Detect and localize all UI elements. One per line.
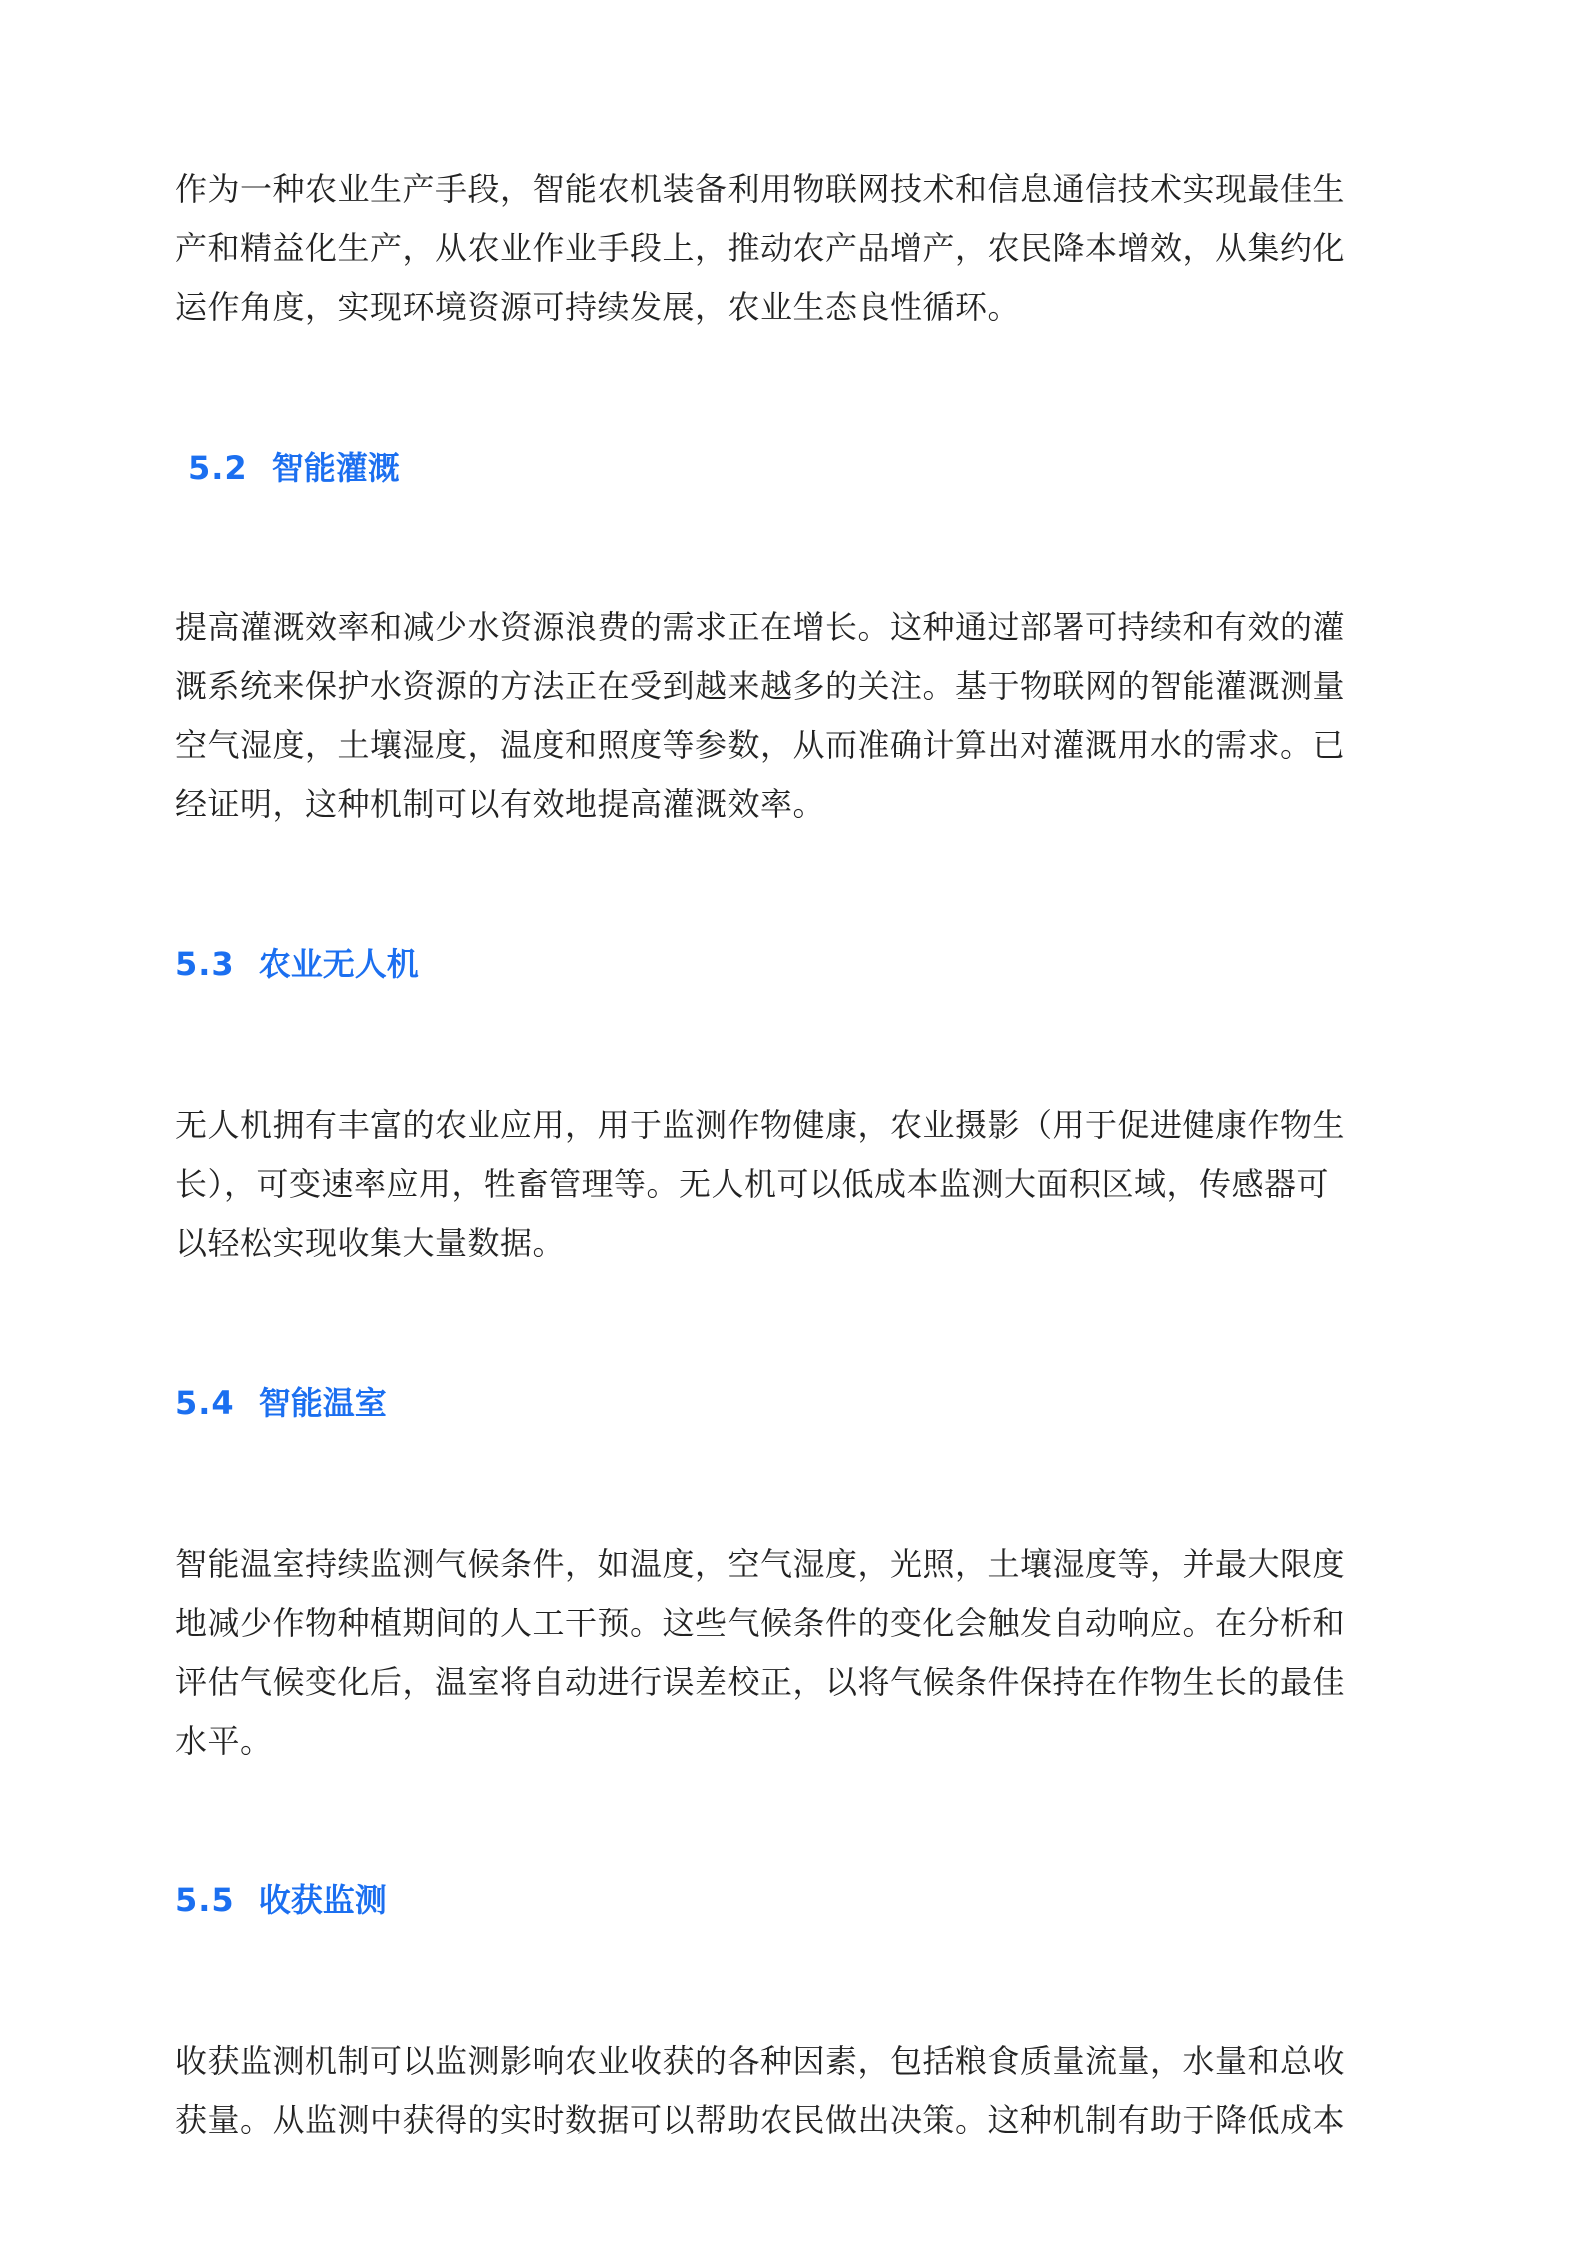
paragraph-line: 提高灌溉效率和减少水资源浪费的需求正在增长。这种通过部署可持续和有效的灌 [175, 608, 1346, 646]
paragraph-line: 溉系统来保护水资源的方法正在受到越来越多的关注。基于物联网的智能灌溉测量 [175, 667, 1346, 705]
section-paragraph-5-2 [175, 598, 1430, 834]
intro-paragraph [175, 160, 1430, 337]
paragraph-line: 智能温室持续监测气候条件，如温度，空气湿度，光照，土壤湿度等，并最大限度 [175, 1545, 1346, 1583]
paragraph-line: 空气湿度，土壤湿度，温度和照度等参数，从而准确计算出对灌溉用水的需求。已 [175, 726, 1346, 764]
section-number: 5.3 [175, 945, 235, 983]
section-title: 农业无人机 [258, 945, 419, 983]
paragraph-line: 无人机拥有丰富的农业应用，用于监测作物健康，农业摄影（用于促进健康作物生 [175, 1106, 1346, 1144]
paragraph-line: 经证明，这种机制可以有效地提高灌溉效率。 [175, 785, 826, 823]
paragraph-line: 地减少作物种植期间的人工干预。这些气候条件的变化会触发自动响应。在分析和 [175, 1604, 1346, 1642]
section-paragraph-5-5 [175, 2032, 1430, 2150]
section-heading-5-5 [175, 1880, 387, 1920]
section-heading-5-2 [188, 448, 400, 488]
section-title: 智能灌溉 [271, 449, 400, 487]
section-title: 收获监测 [258, 1881, 387, 1919]
paragraph-line: 作为一种农业生产手段，智能农机装备利用物联网技术和信息通信技术实现最佳生 [175, 170, 1346, 208]
section-paragraph-5-3 [175, 1096, 1430, 1273]
paragraph-line: 长），可变速率应用，牲畜管理等。无人机可以低成本监测大面积区域，传感器可 [175, 1165, 1330, 1203]
paragraph-line: 产和精益化生产，从农业作业手段上，推动农产品增产，农民降本增效，从集约化 [175, 229, 1346, 267]
paragraph-line: 以轻松实现收集大量数据。 [175, 1224, 566, 1262]
section-number: 5.4 [175, 1384, 235, 1422]
paragraph-line: 评估气候变化后，温室将自动进行误差校正，以将气候条件保持在作物生长的最佳 [175, 1663, 1346, 1701]
section-paragraph-5-4 [175, 1535, 1430, 1771]
section-number: 5.5 [175, 1881, 235, 1919]
section-heading-5-3 [175, 944, 419, 984]
paragraph-line: 水平。 [175, 1722, 273, 1760]
section-heading-5-4 [175, 1383, 387, 1423]
paragraph-line: 收获监测机制可以监测影响农业收获的各种因素，包括粮食质量流量，水量和总收 [175, 2042, 1346, 2080]
paragraph-line: 获量。从监测中获得的实时数据可以帮助农民做出决策。这种机制有助于降低成本 [175, 2101, 1346, 2139]
section-number: 5.2 [188, 449, 248, 487]
section-title: 智能温室 [258, 1384, 387, 1422]
paragraph-line: 运作角度，实现环境资源可持续发展，农业生态良性循环。 [175, 288, 1021, 326]
